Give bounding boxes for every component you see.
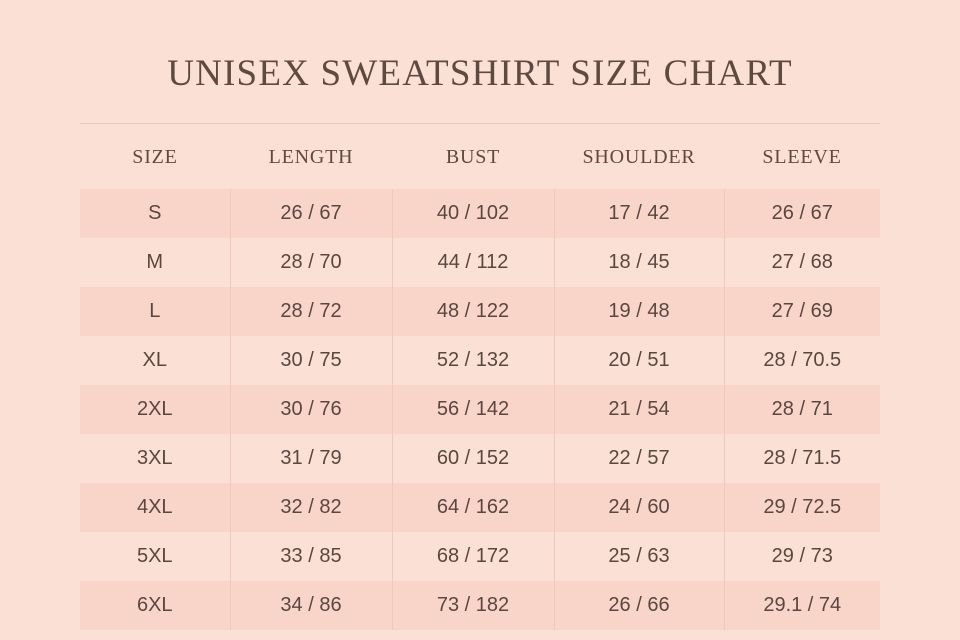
cell-size: L [80,287,230,336]
cell-sleeve: 26 / 67 [724,189,880,238]
table-row [80,434,880,483]
table-row [80,581,880,630]
cell-size: XL [80,336,230,385]
cell-length: 28 / 72 [230,287,392,336]
cell-bust: 52 / 132 [392,336,554,385]
cell-bust: 44 / 112 [392,238,554,287]
cell-sleeve: 28 / 70.5 [763,349,842,371]
cell-size: 2XL [80,385,230,434]
cell-length: 33 / 85 [230,532,392,581]
cell-shoulder: 25 / 63 [554,532,724,581]
size-chart-table [80,124,880,630]
cell-shoulder: 26 / 66 [554,581,724,630]
cell-length: 34 / 86 [230,581,392,630]
cell-sleeve: 29 / 73 [771,545,833,567]
cell-size: 3XL [80,434,230,483]
column-header-shoulder: SHOULDER [582,146,696,168]
table-row [80,238,880,287]
cell-sleeve: 27 / 68 [771,251,833,273]
cell-bust: 68 / 172 [392,532,554,581]
table-row [80,532,880,581]
cell-bust: 48 / 122 [392,287,554,336]
cell-length: 32 / 82 [230,483,392,532]
table-row [80,483,880,532]
cell-length: 30 / 76 [230,385,392,434]
cell-size: 4XL [80,483,230,532]
cell-sleeve: 29.1 / 74 [724,581,880,630]
cell-shoulder: 21 / 54 [554,385,724,434]
cell-shoulder: 17 / 42 [554,189,724,238]
cell-size: M [80,238,230,287]
cell-length: 28 / 70 [230,238,392,287]
cell-bust: 56 / 142 [392,385,554,434]
cell-length: 31 / 79 [230,434,392,483]
cell-size: 6XL [80,581,230,630]
table-row [80,336,880,385]
table-row [80,189,880,238]
cell-bust: 64 / 162 [392,483,554,532]
cell-bust: 40 / 102 [392,189,554,238]
cell-sleeve: 28 / 71 [724,385,880,434]
table-row [80,287,880,336]
cell-shoulder: 19 / 48 [554,287,724,336]
cell-length: 30 / 75 [230,336,392,385]
cell-shoulder: 20 / 51 [554,336,724,385]
page-title: UNISEX SWEATSHIRT SIZE CHART [167,53,793,94]
cell-shoulder: 18 / 45 [554,238,724,287]
cell-shoulder: 24 / 60 [554,483,724,532]
cell-sleeve: 29 / 72.5 [724,483,880,532]
cell-size: 5XL [80,532,230,581]
cell-sleeve: 27 / 69 [724,287,880,336]
table-row [80,385,880,434]
column-header-length: LENGTH [268,146,354,168]
cell-sleeve: 28 / 71.5 [763,447,842,469]
cell-shoulder: 22 / 57 [554,434,724,483]
column-header-bust: BUST [445,146,501,168]
table-header-row [80,124,880,189]
cell-size: S [80,189,230,238]
cell-length: 26 / 67 [230,189,392,238]
cell-bust: 60 / 152 [392,434,554,483]
column-header-size: SIZE [132,146,178,168]
cell-bust: 73 / 182 [392,581,554,630]
column-header-sleeve: SLEEVE [762,146,842,168]
